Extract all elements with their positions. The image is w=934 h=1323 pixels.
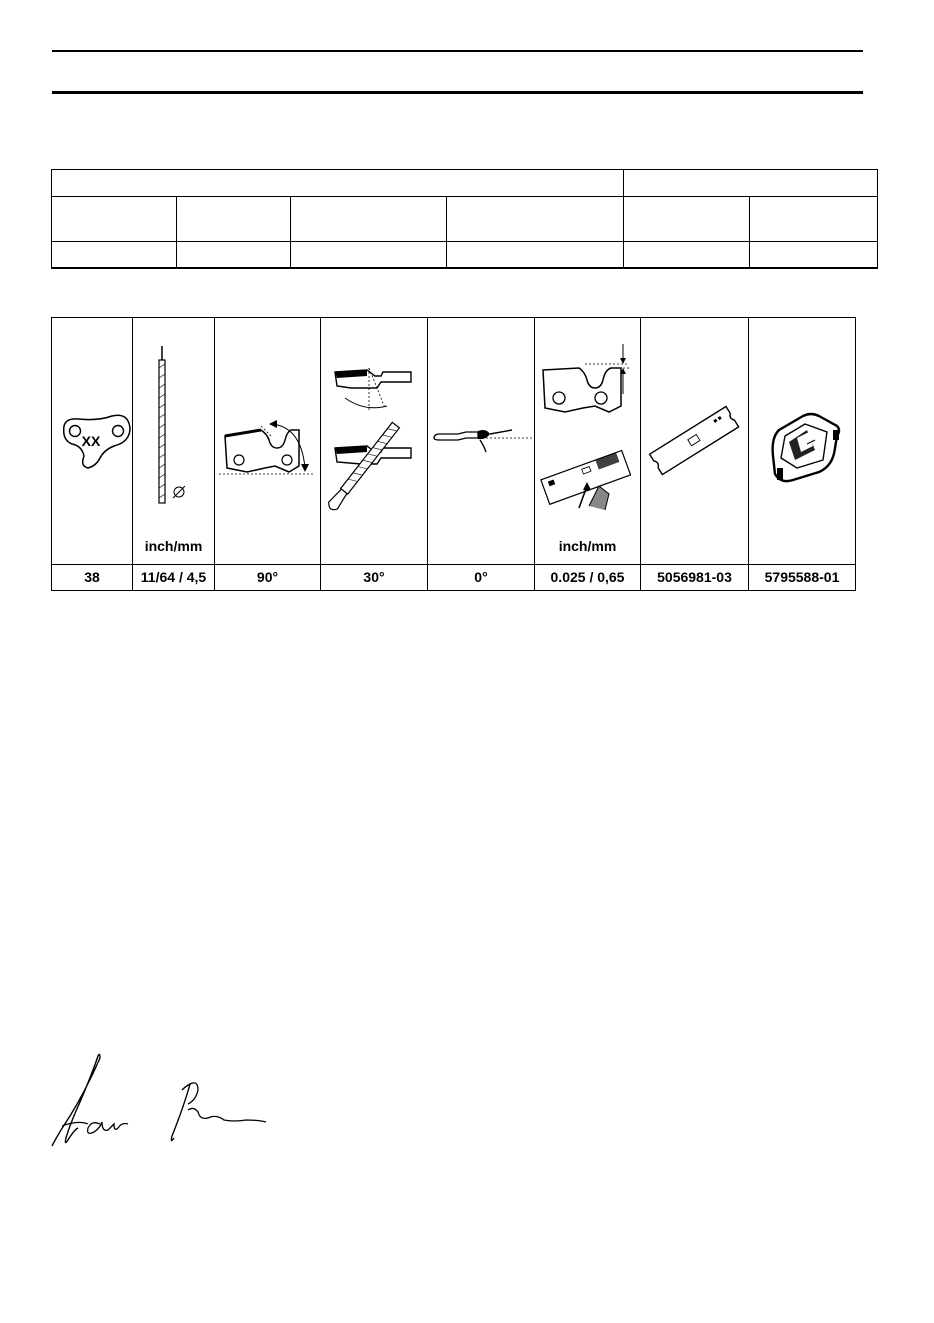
spec-cell [447,197,624,242]
tool-cell-depth-gauge [535,318,641,590]
tool-value: 5056981-03 [657,569,732,585]
spec-cell [750,242,878,269]
chain-link-xx-icon [52,318,133,564]
sharpening-angle-icon [321,318,428,564]
tool-value: 30° [363,569,385,585]
depth-gauge-icon [535,318,641,564]
spec-cell [624,197,750,242]
spec-cell [52,242,177,269]
spec-cell [291,197,447,242]
tool-value: 5795588-01 [764,569,840,585]
tool-unit: inch/mm [144,538,203,554]
file-angle-icon [215,318,321,564]
spec-table-header-row [52,170,878,197]
spec-group-cell [52,170,624,197]
filing-tool-icon [749,318,855,564]
tool-cell-filing-angle [321,318,428,590]
spec-group-cell [624,170,878,197]
signature [48,1050,278,1150]
tool-cell-file-diameter [133,318,215,590]
tool-value: 0.025 / 0,65 [550,569,625,585]
tool-unit: inch/mm [558,538,617,554]
tool-value: 38 [84,569,100,585]
tool-value: 0° [474,569,488,585]
tool-cell-chain-type [52,318,133,590]
file-holder-icon [428,318,535,564]
gauge-plate-icon [641,318,749,564]
tool-cell-depth-gauge-tool [641,318,749,590]
round-file-icon [133,318,215,564]
spec-cell [447,242,624,269]
tool-cell-top-plate-angle [215,318,321,590]
spec-table-subheader-row [52,197,878,242]
spec-table [51,169,878,269]
spec-cell [291,242,447,269]
header-rule-bottom [52,91,863,94]
spec-cell [177,242,291,269]
spec-cell [750,197,878,242]
header-rule-top [52,50,863,52]
tool-cell-filing-gauge [749,318,855,590]
tool-value: 90° [256,569,279,585]
spec-table-row [52,242,878,269]
svg-text:XX: XX [81,433,101,449]
tool-cell-tilt-angle [428,318,535,590]
sharpening-tools-table [51,317,856,591]
spec-cell [177,197,291,242]
tool-value: 11/64 / 4,5 [140,569,207,585]
spec-cell [624,242,750,269]
spec-cell [52,197,177,242]
